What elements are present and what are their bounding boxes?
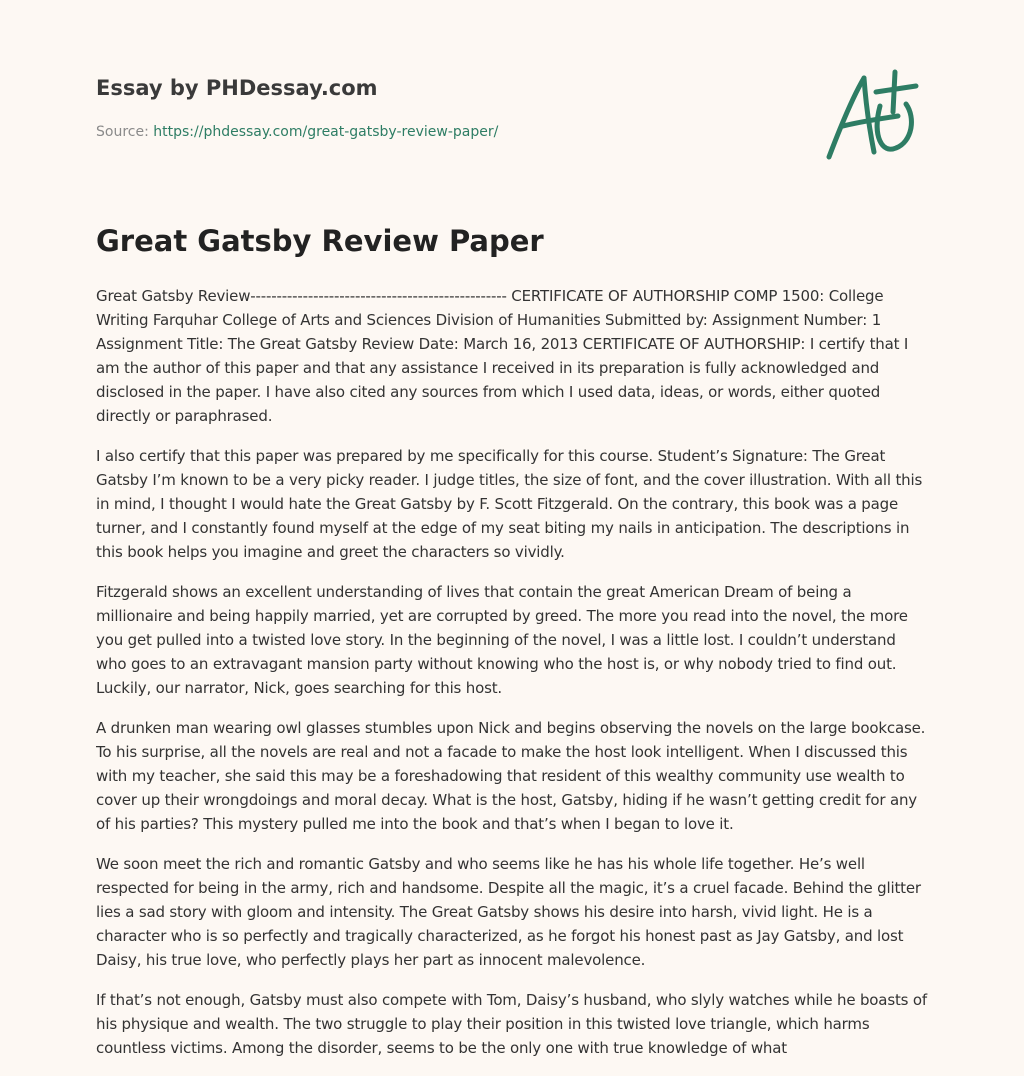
essay-paragraph: We soon meet the rich and romantic Gatsby and who seems like he has his whole life together. He’s well respected for being in the army, rich and handsome. Despite all the magic, it’s a cruel facade. Behind the glitter lies a sad story with gloom and intensity. The Great Gatsby shows his desire into harsh, vivid light. He is a character who is so perfectly and tragically characterized, as he forgot his honest past as Jay Gatsby, and lost Daisy, his true love, who perfectly plays her part as innocent malevolence.	[96, 855, 921, 969]
essay-paragraph: I also certify that this paper was prepared by me specifically for this course. Student’s Signature: The Great Gatsby I’m known to be a very picky reader. I judge titles, the size of font, and the cover illustration. With all this in mind, I thought I would hate the Great Gatsby by F. Scott Fitzgerald. On the contrary, this book was a page turner, and I constantly found myself at the edge of my seat biting my nails in anticipation. The descriptions in this book helps you imagine and greet the characters so vividly.	[96, 447, 923, 561]
essay-paragraph: Great Gatsby Review------------------------------------------------- CERTIFICATE OF AUTHORSHIP COMP 1500: College Writing Farquhar College of Arts and Sciences Division of Humanities Submitted by: Assignment Number: 1 Assignment Title: The Great Gatsby Review Date: March 16, 2013 CERTIFICATE OF AUTHORSHIP: I certify that I am the author of this paper and that any assistance I received in its preparation is fully acknowledged and disclosed in the paper. I have also cited any sources from which I used data, ideas, or words, either quoted directly or paraphrased.	[96, 287, 909, 425]
a-plus-logo-icon	[820, 66, 930, 166]
essay-paragraph: Fitzgerald shows an excellent understanding of lives that contain the great American Dream of being a millionaire and being happily married, yet are corrupted by greed. The more you read into the novel, the more you get pulled into a twisted love story. In the beginning of the novel, I was a little lost. I couldn’t understand who goes to an extravagant mansion party without knowing who the host is, or why nobody tried to find out. Luckily, our narrator, Nick, goes searching for this host.	[96, 583, 908, 697]
source-link[interactable]: https://phdessay.com/great-gatsby-review-paper/	[153, 124, 499, 140]
essay-body	[96, 284, 930, 1064]
source-label: Source:	[96, 124, 149, 140]
site-brand: Essay by PHDessay.com	[96, 76, 378, 100]
essay-paragraph: If that’s not enough, Gatsby must also compete with Tom, Daisy’s husband, who slyly watches while he boasts of his physique and wealth. The two struggle to play their position in this twisted love triangle, which harms countless victims. Among the disorder, seems to be the only one with true knowledge of what	[96, 991, 927, 1057]
source-line	[96, 124, 498, 140]
essay-paragraph: A drunken man wearing owl glasses stumbles upon Nick and begins observing the novels on the large bookcase. To his surprise, all the novels are real and not a facade to make the host look intelligent. When I discussed this with my teacher, she said this may be a foreshadowing that resident of this wealthy community use wealth to cover up their wrongdoings and moral decay. What is the host, Gatsby, hiding if he wasn’t getting credit for any of his parties? This mystery pulled me into the book and that’s when I began to love it.	[96, 719, 926, 833]
page-title: Great Gatsby Review Paper	[96, 224, 544, 258]
